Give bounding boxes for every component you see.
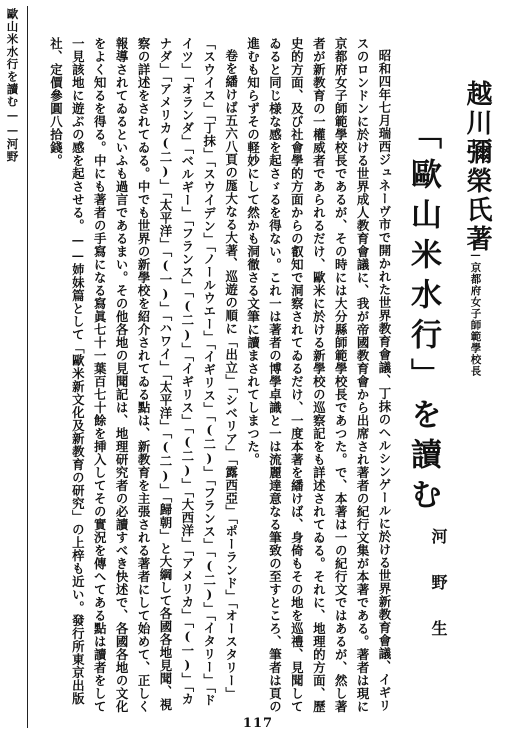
running-head: 歐山米水行を讀む——河野 — [5, 8, 20, 163]
body-paragraph: 卷を繙けば五六八頁の厖大なる大著、巡遊の順に「出立」「シベリア」「露西亞」「ポーランド」「オースタリー」「スウイス」「丁抹」「スウイデン」「ノールウエー」「イギリス」「(二)」「フランス」「(二)」「イタリー」「ドイツ」「オランダ」「ベルギー」「フランス」「(二)」「イギリス」「(二)」「大西洋」「アメリカ」「(一)」「カナダ」「アメリカ(二)」「太平洋」「(一)」「ハワイ」「太平洋」「(二)」「歸朝」と大綱して各國各地見聞、視察の詳述をされてゐる。中でも世界の新學校を紹介されてゐる點は、新教育を主張される著者にして始めて、正しく報導されてゐるといふも過言であるまい。その他各地の見聞記は、地理研究者の必讀すべき快述で、各國各地の文化をよく知るを得る。中にも著者の手寫になる寫眞七十一葉百七十餘を挿入してその實況を傳へてある點は讀者をして一見該地に遊ぶの感を起させる。——姉妹篇として「歐米新文化及新教育の研究」の上梓も近い。發行所東京出版社、定價參圓八拾錢。 — [48, 37, 239, 713]
article-author: 越川彌榮氏著 — [462, 80, 492, 254]
byline: 河野生 — [429, 528, 448, 666]
article-body — [44, 37, 395, 717]
page-number: 117 — [242, 716, 274, 731]
author-affiliation: ——京都府女子師範學校長 — [469, 236, 482, 377]
running-head-rule — [27, 6, 28, 728]
article-title: 「歐山米水行」を讀む — [405, 118, 441, 518]
body-paragraph: 昭和四年七月瑞西ジュネーヴ市で開かれた世界教育會議、丁抹のヘルシンゲールに於ける世界新教育會議、イギリスのロンドンに於ける世界成人教育會議に、我が帝國教育會から出席され著者の紀行文集が本著である。著者は現に京都府女子師範學校長であるが、その時には大分縣師範學校長であつた。で、本著は一の紀行文ではあるが、然し著者が新教育の一權威者であられるだけ、歐米に於ける新學校の巡察記をも詳述されてゐる。それに、地理的方面、歷史的方面、及び社會學的方面からの叡知で洞察されてゐるだけ、一度本著を繙けば、身倚もその地を巡禮、見聞してゐると同じ様な感を起さゞるを得ない。これ一は著者の博學卓識と一は流麗達意なる筆致の至すところ、筆者は頁の進むも知らずその軽妙にして然かも洞徹さる文筆に讀まされてしまつた。 — [245, 37, 392, 713]
